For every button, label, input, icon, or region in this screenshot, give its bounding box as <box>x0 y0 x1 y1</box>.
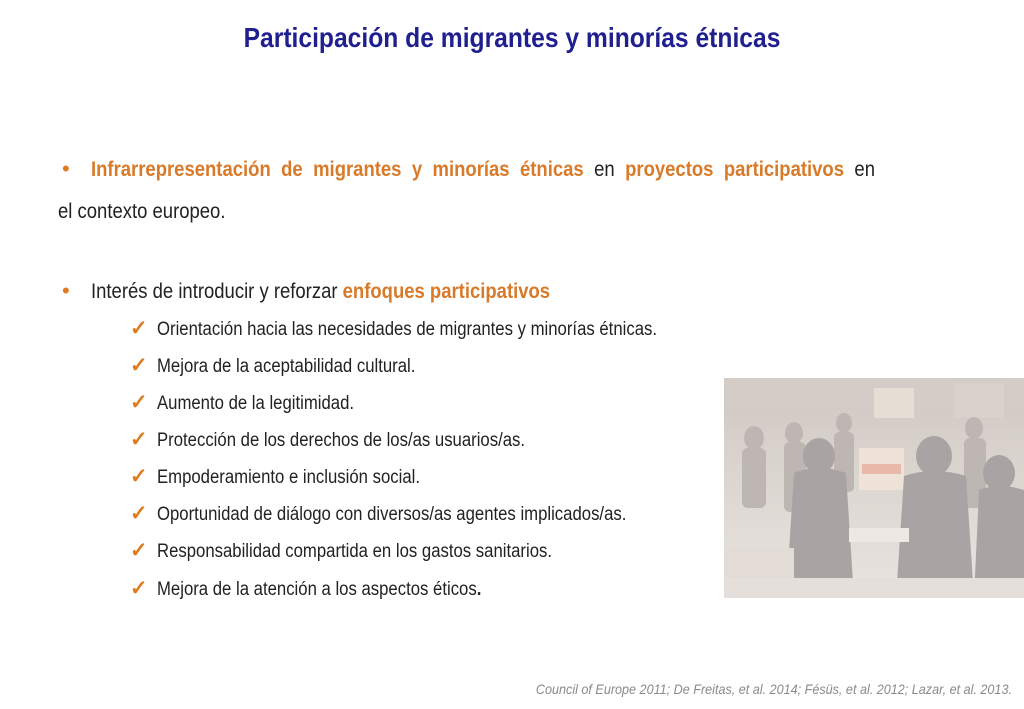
bullet-dot-icon: • <box>62 156 70 181</box>
checklist-item: Responsabilidad compartida en los gastos sanitarios. <box>157 541 553 562</box>
checklist-item: Orientación hacia las necesidades de migrantes y minorías étnicas. <box>157 319 658 340</box>
check-mark-icon: ✓ <box>130 465 148 488</box>
checklist-item: Oportunidad de diálogo con diversos/as agentes implicados/as. <box>157 504 627 525</box>
bullet-1-highlight-projects: proyectos participativos <box>625 158 844 181</box>
bullet-1-line-2: el contexto europeo. <box>58 200 226 223</box>
check-mark-icon: ✓ <box>130 539 148 562</box>
bullet-2-text: Interés de introducir y reforzar <box>91 280 338 303</box>
check-mark-icon: ✓ <box>130 502 148 525</box>
check-mark-icon: ✓ <box>130 317 148 340</box>
checklist-item: Mejora de la aceptabilidad cultural. <box>157 356 416 377</box>
check-mark-icon: ✓ <box>130 428 148 451</box>
check-mark-icon: ✓ <box>130 354 148 377</box>
checklist-item-text: Mejora de la atención a los aspectos éticos <box>157 579 477 600</box>
bullet-1-highlight-underrep: Infrarrepresentación de migrantes y minorías étnicas <box>91 158 584 181</box>
crowd-photo <box>724 378 1024 598</box>
checklist-item: Empoderamiento e inclusión social. <box>157 467 421 488</box>
checklist-item: Aumento de la legitimidad. <box>157 393 355 414</box>
checklist-item: Protección de los derechos de los/as usuarios/as. <box>157 430 526 451</box>
bullet-dot-icon: • <box>62 278 70 303</box>
bullet-2-highlight: enfoques participativos <box>342 280 551 303</box>
check-mark-icon: ✓ <box>130 577 148 600</box>
bullet-1-text-en: en <box>594 158 615 181</box>
bullet-1-text-en-2: en <box>854 158 875 181</box>
bullet-2-line <box>91 279 550 304</box>
citation: Council of Europe 2011; De Freitas, et al. 2014; Fésüs, et al. 2012; Lazar, et al. 2013. <box>535 681 1012 697</box>
checklist-item-last <box>157 579 481 602</box>
slide-title: Participación de migrantes y minorías étnicas <box>243 22 781 53</box>
bullet-1-line-1 <box>91 157 962 182</box>
checklist-item-period: . <box>476 579 482 600</box>
check-mark-icon: ✓ <box>130 391 148 414</box>
